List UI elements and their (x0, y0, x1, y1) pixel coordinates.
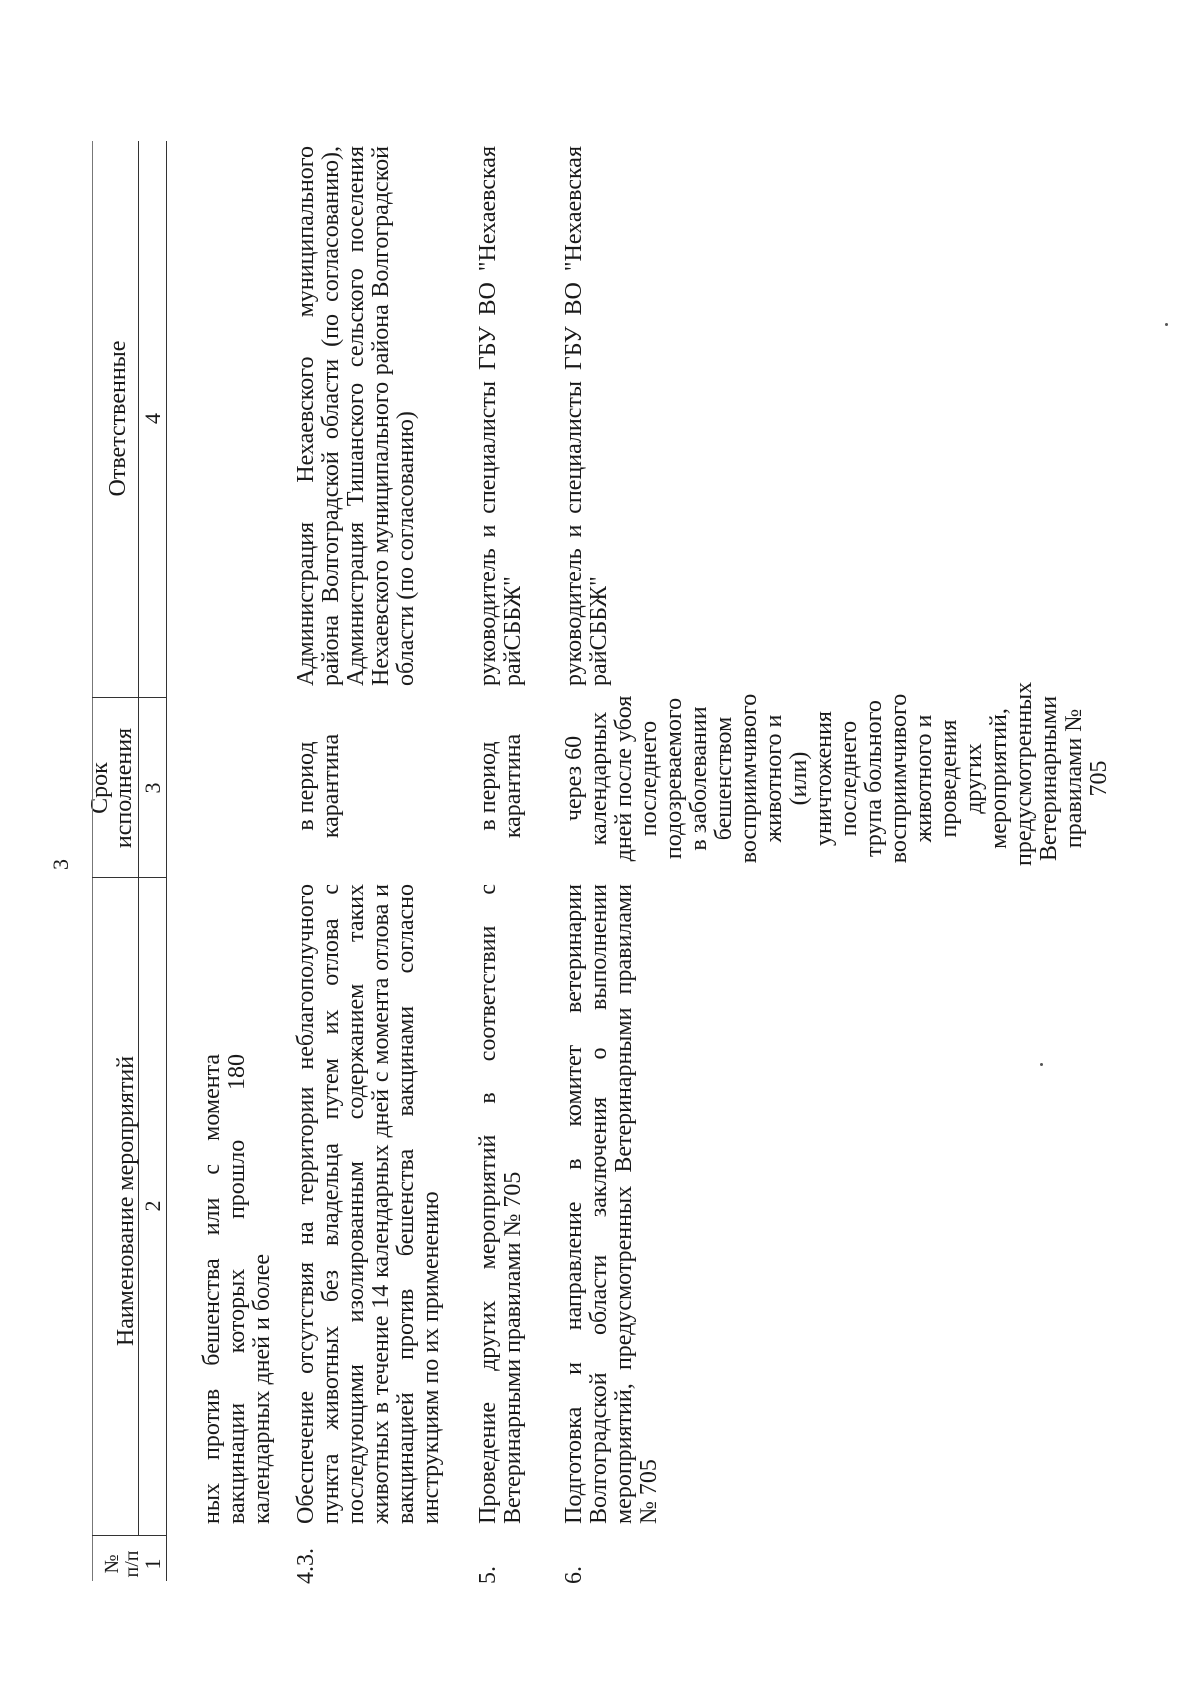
row-5-responsible: руководитель и специалисты ГБУ ВО "Нехаевская райСББЖ" (475, 146, 526, 686)
header-name: Наименование мероприятий (113, 1055, 139, 1347)
row-4-3-responsible: Администрация Нехаевского муниципального района Волгоградской области (по согласованию), Администрация Тишанского сельского поселения Нехаевского муниципального района Волгоградской области (по согласованию) (293, 146, 419, 686)
column-number-4: 4 (140, 413, 165, 424)
row-6-responsible: руководитель и специалисты ГБУ ВО "Нехаевская райСББЖ" (561, 146, 612, 686)
row-5-term: в период карантина (475, 733, 526, 839)
row-4-3-number: 4.3. (293, 1548, 319, 1584)
column-divider-1 (92, 1535, 166, 1536)
row-5-number: 5. (475, 1566, 501, 1584)
row-4-3-name: Обеспечение отсутствия на территории неблагополучного пункта животных без владельца путем их отлова с последующими изолированным содержанием таких животных в течение 14 календарных дней с момента отлова и вакцинацией против бешенства вакцинами согласно инструкциям по их применению (293, 884, 444, 1524)
row-6-number: 6. (561, 1566, 587, 1584)
scan-speck (1165, 323, 1168, 326)
header-responsible: Ответственные (105, 340, 131, 497)
column-number-2: 2 (140, 1200, 165, 1212)
header-top-rule (92, 141, 93, 1581)
column-numbers-rule (166, 141, 167, 1581)
row-5-name: Проведение других мероприятий в соответствии с Ветеринарными правилами № 705 (475, 884, 526, 1524)
column-number-3: 3 (140, 782, 165, 794)
header-term: Срок исполнения (87, 727, 137, 849)
column-number-1: 1 (140, 1558, 165, 1570)
header-number: № п/п (101, 1550, 143, 1578)
row-4-3-term: в период карантина (293, 733, 344, 839)
row-6-name: Подготовка и направление в комитет ветеринарии Волгоградской области заключения о выполнении мероприятий, предусмотренных Ветеринарными правилами № 705 (561, 884, 662, 1524)
row-continuation-name: ных против бешенства или с момента вакцинации которых прошло 180 календарных дней и более (199, 1054, 275, 1524)
page-number: 3 (48, 859, 73, 870)
row-6-term: через 60 календарных дней после убоя последнего подозреваемого в заболевании бешенством восприимчивого животного и (или) уничтожения последнего трупа больного восприимчивого животного и проведения других мероприятий, предусмотренных Ветеринарными правилами № 705 (561, 681, 1112, 866)
scan-speck (1040, 1063, 1043, 1066)
header-underline (138, 141, 139, 1536)
